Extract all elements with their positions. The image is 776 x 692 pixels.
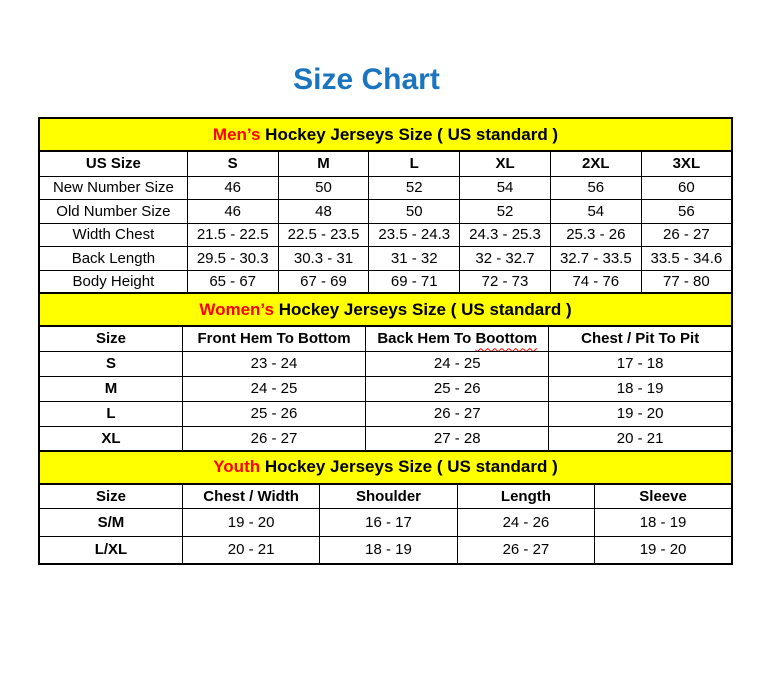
youth-banner-text: Hockey Jerseys Size ( US standard )	[260, 457, 558, 476]
size-value-cell: 32 - 32.7	[460, 247, 551, 271]
size-value-cell: 20 - 21	[182, 536, 319, 564]
size-value-cell: 30.3 - 31	[278, 247, 369, 271]
table-row	[39, 351, 732, 376]
row-label: L/XL	[39, 536, 182, 564]
column-header: 2XL	[550, 151, 641, 176]
page-title: Size Chart	[293, 63, 440, 96]
size-value-cell: 54	[550, 200, 641, 224]
size-value-cell: 52	[369, 176, 460, 200]
youth-banner-highlight: Youth	[213, 457, 261, 476]
size-value-cell: 26 - 27	[182, 426, 365, 451]
row-label: XL	[39, 426, 182, 451]
table-row	[39, 247, 732, 271]
table-row	[39, 376, 732, 401]
size-value-cell: 22.5 - 23.5	[278, 223, 369, 247]
column-header: Size	[39, 326, 182, 351]
column-header: Shoulder	[320, 484, 457, 509]
size-value-cell: 26 - 27	[641, 223, 732, 247]
row-label: Body Height	[39, 270, 187, 294]
row-label: L	[39, 401, 182, 426]
size-chart-tables	[38, 117, 733, 565]
size-value-cell: 60	[641, 176, 732, 200]
womens-section-banner	[39, 293, 732, 326]
youth-size-table	[38, 450, 733, 565]
row-label: S/M	[39, 509, 182, 537]
size-value-cell: 56	[641, 200, 732, 224]
size-value-cell: 19 - 20	[595, 536, 732, 564]
column-header: M	[278, 151, 369, 176]
size-value-cell: 27 - 28	[366, 426, 549, 451]
size-value-cell: 77 - 80	[641, 270, 732, 294]
size-value-cell: 26 - 27	[457, 536, 594, 564]
size-value-cell: 20 - 21	[549, 426, 732, 451]
column-header: US Size	[39, 151, 187, 176]
row-label: Width Chest	[39, 223, 187, 247]
size-value-cell: 32.7 - 33.5	[550, 247, 641, 271]
table-row	[39, 223, 732, 247]
column-header: XL	[460, 151, 551, 176]
row-label: Back Length	[39, 247, 187, 271]
size-value-cell: 52	[460, 200, 551, 224]
column-header: Length	[457, 484, 594, 509]
size-value-cell: 74 - 76	[550, 270, 641, 294]
size-value-cell: 19 - 20	[549, 401, 732, 426]
size-value-cell: 48	[278, 200, 369, 224]
mens-banner-row	[39, 118, 732, 151]
size-value-cell: 33.5 - 34.6	[641, 247, 732, 271]
womens-size-table	[38, 292, 733, 452]
row-label: S	[39, 351, 182, 376]
size-value-cell: 17 - 18	[549, 351, 732, 376]
youth-section-banner	[39, 451, 732, 484]
womens-banner-text: Hockey Jerseys Size ( US standard )	[273, 299, 572, 319]
row-label: M	[39, 376, 182, 401]
size-value-cell: 69 - 71	[369, 270, 460, 294]
size-value-cell: 67 - 69	[278, 270, 369, 294]
column-header: Front Hem To Bottom	[182, 326, 365, 351]
table-row	[39, 270, 732, 294]
womens-banner-highlight: Women’s	[199, 299, 274, 319]
size-value-cell: 18 - 19	[595, 509, 732, 537]
table-row	[39, 536, 732, 564]
size-value-cell: 21.5 - 22.5	[187, 223, 278, 247]
size-value-cell: 25.3 - 26	[550, 223, 641, 247]
table-row	[39, 401, 732, 426]
mens-size-table	[38, 117, 733, 295]
size-value-cell: 72 - 73	[460, 270, 551, 294]
womens-banner-row	[39, 293, 732, 326]
size-value-cell: 19 - 20	[182, 509, 319, 537]
column-header: 3XL	[641, 151, 732, 176]
row-label: Old Number Size	[39, 200, 187, 224]
size-value-cell: 50	[278, 176, 369, 200]
size-value-cell: 65 - 67	[187, 270, 278, 294]
column-header: Chest / Pit To Pit	[549, 326, 732, 351]
column-header: S	[187, 151, 278, 176]
size-value-cell: 18 - 19	[320, 536, 457, 564]
size-value-cell: 23 - 24	[182, 351, 365, 376]
size-value-cell: 23.5 - 24.3	[369, 223, 460, 247]
size-value-cell: 16 - 17	[320, 509, 457, 537]
table-row	[39, 509, 732, 537]
mens-banner-highlight: Men’s	[212, 124, 261, 144]
size-value-cell: 54	[460, 176, 551, 200]
size-value-cell: 46	[187, 200, 278, 224]
misspelled-word: Boottom	[475, 330, 538, 348]
row-label: New Number Size	[39, 176, 187, 200]
youth-header-row	[39, 484, 732, 509]
column-header: Chest / Width	[182, 484, 319, 509]
size-value-cell: 24 - 25	[182, 376, 365, 401]
size-value-cell: 24.3 - 25.3	[460, 223, 551, 247]
mens-section-banner	[39, 118, 732, 151]
table-row	[39, 200, 732, 224]
size-value-cell: 26 - 27	[366, 401, 549, 426]
size-value-cell: 25 - 26	[182, 401, 365, 426]
size-value-cell: 25 - 26	[366, 376, 549, 401]
column-header: L	[369, 151, 460, 176]
size-value-cell: 46	[187, 176, 278, 200]
mens-header-row	[39, 151, 732, 176]
table-row	[39, 176, 732, 200]
youth-banner-row	[39, 451, 732, 484]
size-value-cell: 24 - 25	[366, 351, 549, 376]
table-row	[39, 426, 732, 451]
size-value-cell: 18 - 19	[549, 376, 732, 401]
size-value-cell: 31 - 32	[369, 247, 460, 271]
size-value-cell: 24 - 26	[457, 509, 594, 537]
size-value-cell: 29.5 - 30.3	[187, 247, 278, 271]
mens-banner-text: Hockey Jerseys Size ( US standard )	[260, 124, 559, 144]
womens-header-row	[39, 326, 732, 351]
column-header: Back Hem To Boottom	[366, 326, 549, 351]
column-header: Size	[39, 484, 182, 509]
size-value-cell: 56	[550, 176, 641, 200]
column-header: Sleeve	[595, 484, 732, 509]
size-value-cell: 50	[369, 200, 460, 224]
